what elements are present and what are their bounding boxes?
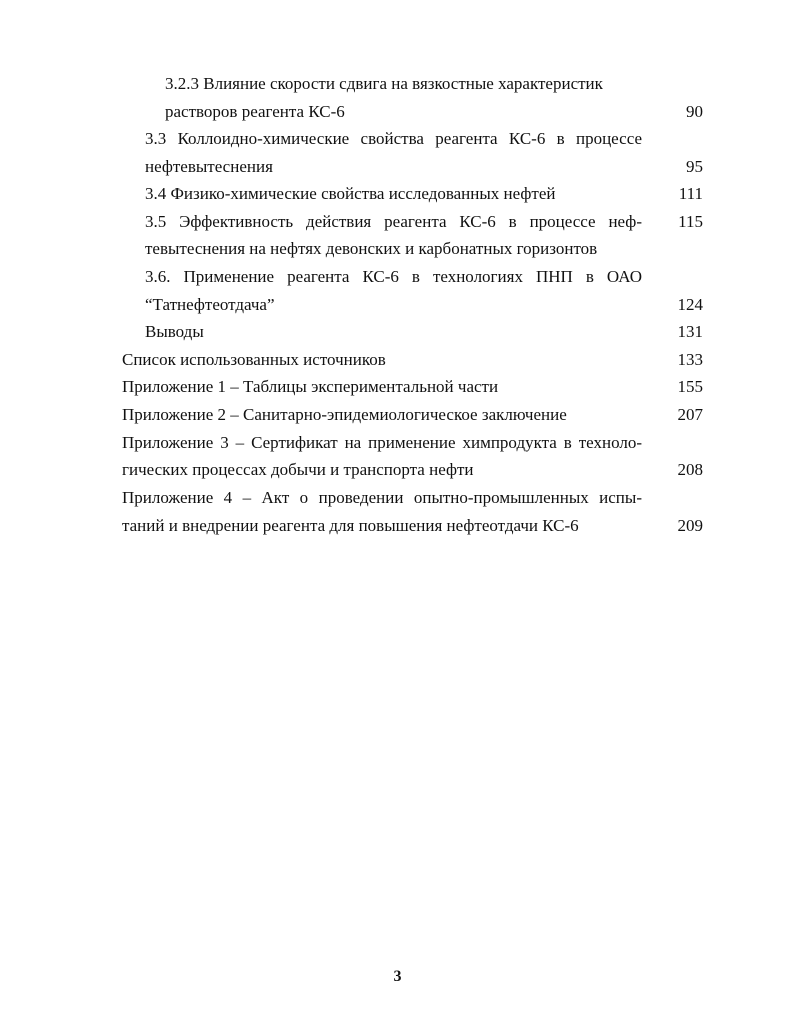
toc-entry-continuation — [0, 515, 795, 537]
toc-entry — [0, 404, 795, 426]
toc-entry-text: 3.5 Эффективность действия реагента КС-6 в процессе неф- — [145, 212, 642, 231]
toc-entry — [0, 211, 795, 233]
toc-entry-text: Приложение 1 – Таблицы экспериментальной части — [122, 377, 499, 396]
toc-page-number: 90 — [686, 102, 703, 121]
toc-entry-text: 3.6. Применение реагента КС-6 в технологиях ПНП в ОАО — [145, 267, 642, 286]
page-number-footer: 3 — [393, 968, 402, 985]
toc-entry-text: 3.4 Физико-химические свойства исследованных нефтей — [145, 184, 556, 203]
toc-entry-continuation — [0, 459, 795, 481]
toc-entry-text: “Татнефтеотдача” — [145, 295, 275, 314]
toc-entry-continuation — [0, 156, 795, 178]
toc-entry-text: гических процессах добычи и транспорта нефти — [122, 460, 474, 479]
toc-entry-text: растворов реагента КС-6 — [165, 102, 345, 121]
toc-page-number: 133 — [677, 350, 703, 369]
toc-page-number: 207 — [677, 405, 703, 424]
toc-entry — [0, 376, 795, 398]
toc-entry-text: нефтевытеснения — [145, 157, 273, 176]
toc-entry-continuation — [0, 101, 795, 123]
toc-entry-text: 3.2.3 Влияние скорости сдвига на вязкостные характеристик — [165, 74, 603, 93]
toc-entry-text: тевытеснения на нефтях девонских и карбонатных горизонтов — [145, 239, 598, 258]
toc-entry — [0, 183, 795, 205]
toc-entry-text: Выводы — [145, 322, 204, 341]
toc-entry — [0, 266, 795, 288]
toc-page-number: 111 — [678, 184, 703, 203]
toc-entry — [0, 321, 795, 343]
toc-page-number: 208 — [677, 460, 703, 479]
toc-entry-continuation — [0, 238, 795, 260]
toc-entry-text: таний и внедрении реагента для повышения нефтеотдачи КС-6 — [122, 516, 579, 535]
toc-entry-text: Приложение 2 – Санитарно-эпидемиологическое заключение — [122, 405, 567, 424]
toc-entry — [0, 349, 795, 371]
toc-entry — [0, 432, 795, 454]
toc-entry-text: Приложение 4 – Акт о проведении опытно-промышленных испы- — [122, 488, 642, 507]
toc-entry-continuation — [0, 294, 795, 316]
toc-entry-text: Список использованных источников — [122, 350, 386, 369]
toc-page-number: 209 — [677, 516, 703, 535]
toc-page-number: 115 — [678, 212, 703, 231]
toc-entry-text: 3.3 Коллоидно-химические свойства реагента КС-6 в процессе — [145, 129, 642, 148]
toc-entry-text: Приложение 3 – Сертификат на применение химпродукта в техноло- — [122, 433, 642, 452]
toc-page-number: 124 — [677, 295, 703, 314]
toc-page-number: 155 — [677, 377, 703, 396]
toc-entry — [0, 487, 795, 509]
toc-entry — [0, 73, 795, 95]
toc-entry — [0, 128, 795, 150]
toc-page-number: 95 — [686, 157, 703, 176]
toc-page-number: 131 — [677, 322, 703, 341]
